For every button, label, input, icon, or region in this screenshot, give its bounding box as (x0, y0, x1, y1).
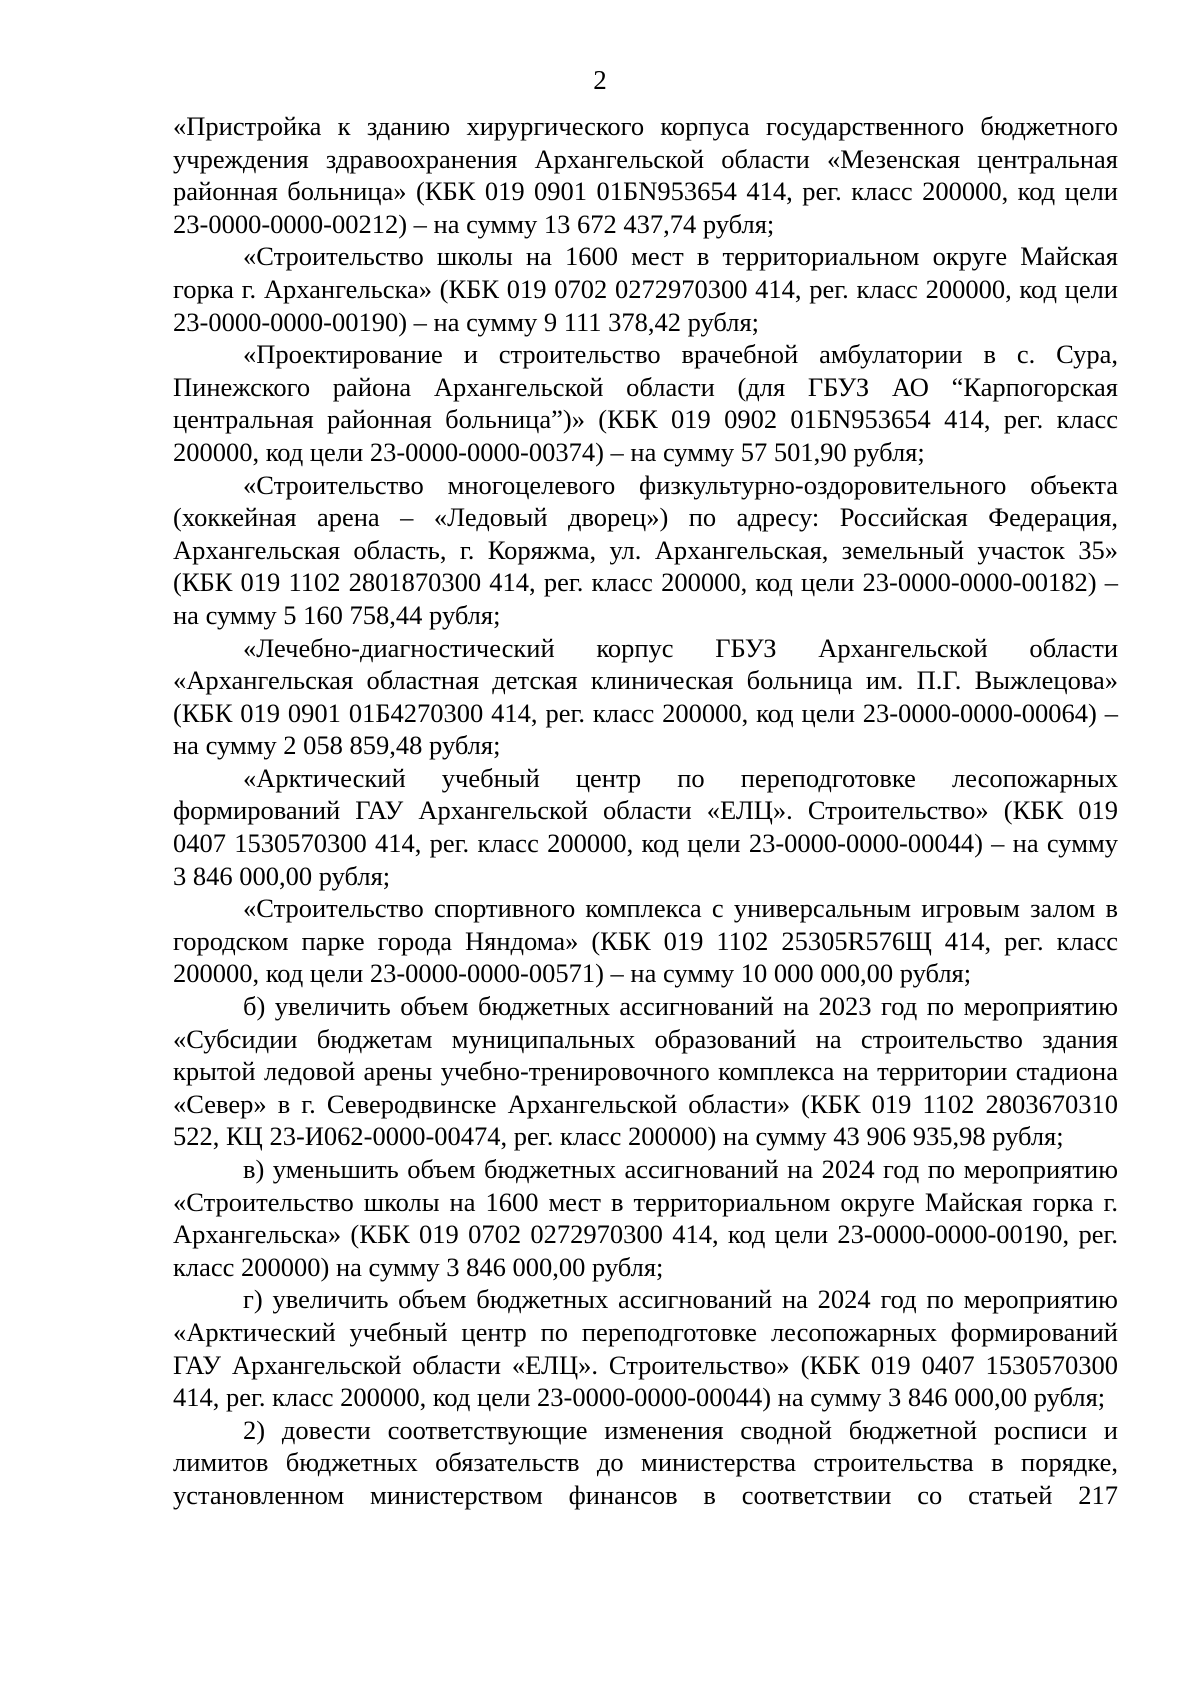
paragraph-children-hospital: «Лечебно-диагностический корпус ГБУЗ Архангельской области «Архангельская областная детская клиническая больница им. П.Г. Выжлецова» (КБК 019 0901 01Б4270300 414, рег. класс 200000, код цели 23-0000-0000-00064) – на сумму 2 058 859,48 рубля; (173, 632, 1118, 761)
paragraph-item-2: 2) довести соответствующие изменения сводной бюджетной росписи и лимитов бюджетных обязательств до министерства строительства в порядке, установленном министерством финансов в соответствии со статьей 217 (173, 1414, 1118, 1510)
paragraph-item-b: б) увеличить объем бюджетных ассигнований на 2023 год по мероприятию «Субсидии бюджетам муниципальных образований на строительство здания крытой ледовой арены учебно-тренировочного комплекса на территории стадиона «Север» в г. Северодвинске Архангельской области» (КБК 019 1102 2803670310 522, КЦ 23-И062-0000-00474, рег. класс 200000) на сумму 43 906 935,98 рубля; (173, 991, 1118, 1152)
paragraph-arctic-training-center: «Арктический учебный центр по переподготовке лесопожарных формирований ГАУ Архангельской области «ЕЛЦ». Строительство» (КБК 019 0407 1530570300 414, рег. класс 200000, код цели 23-0000-0000-00044) – на сумму 3 846 000,00 рубля; (173, 762, 1118, 891)
paragraph-surgical-building: «Пристройка к зданию хирургического корпуса государственного бюджетного учреждения здравоохранения Архангельской области «Мезенская центральная районная больница» (КБК 019 0901 01БN953654 414, рег. класс 200000, код цели 23-0000-0000-00212) – на сумму 13 672 437,74 рубля; (173, 111, 1118, 239)
paragraph-ambulatory-sura: «Проектирование и строительство врачебной амбулатории в с. Сура, Пинежского района Архангельской области (для ГБУЗ АО “Карпогорская центральная районная больница”)» (КБК 019 0902 01БN953654 414, рег. класс 200000, код цели 23-0000-0000-00374) – на сумму 57 501,90 рубля; (173, 339, 1118, 467)
document-body (173, 110, 1118, 1512)
paragraph-item-g: г) увеличить объем бюджетных ассигнований на 2024 год по мероприятию «Арктический учебный центр по переподготовке лесопожарных формирований ГАУ Архангельской области «ЕЛЦ». Строительство» (КБК 019 0407 1530570300 414, рег. класс 200000, код цели 23-0000-0000-00044) на сумму 3 846 000,00 рубля; (173, 1284, 1118, 1413)
paragraph-sports-complex-nyandoma: «Строительство спортивного комплекса с универсальным игровым залом в городском парке города Няндома» (КБК 019 1102 25305R576Щ 414, рег. класс 200000, код цели 23-0000-0000-00571) – на сумму 10 000 000,00 рубля; (173, 893, 1118, 989)
paragraph-item-v: в) уменьшить объем бюджетных ассигнований на 2024 год по мероприятию «Строительство школы на 1600 мест в территориальном округе Майская горка г. Архангельска» (КБК 019 0702 0272970300 414, код цели 23-0000-0000-00190, рег. класс 200000) на сумму 3 846 000,00 рубля; (173, 1154, 1118, 1282)
paragraph-ice-palace-koryazhma: «Строительство многоцелевого физкультурно-оздоровительного объекта (хоккейная арена – «Ледовый дворец») по адресу: Российская Федерация, Архангельская область, г. Коряжма, ул. Архангельская, земельный участок 35» (КБК 019 1102 2801870300 414, рег. класс 200000, код цели 23-0000-0000-00182) – на сумму 5 160 758,44 рубля; (173, 469, 1118, 630)
page-number: 2 (593, 65, 607, 95)
paragraph-school-mayskaya-gorka: «Строительство школы на 1600 мест в территориальном округе Майская горка г. Архангельска» (КБК 019 0702 0272970300 414, рег. класс 200000, код цели 23-0000-0000-00190) – на сумму 9 111 378,42 рубля; (173, 241, 1118, 337)
